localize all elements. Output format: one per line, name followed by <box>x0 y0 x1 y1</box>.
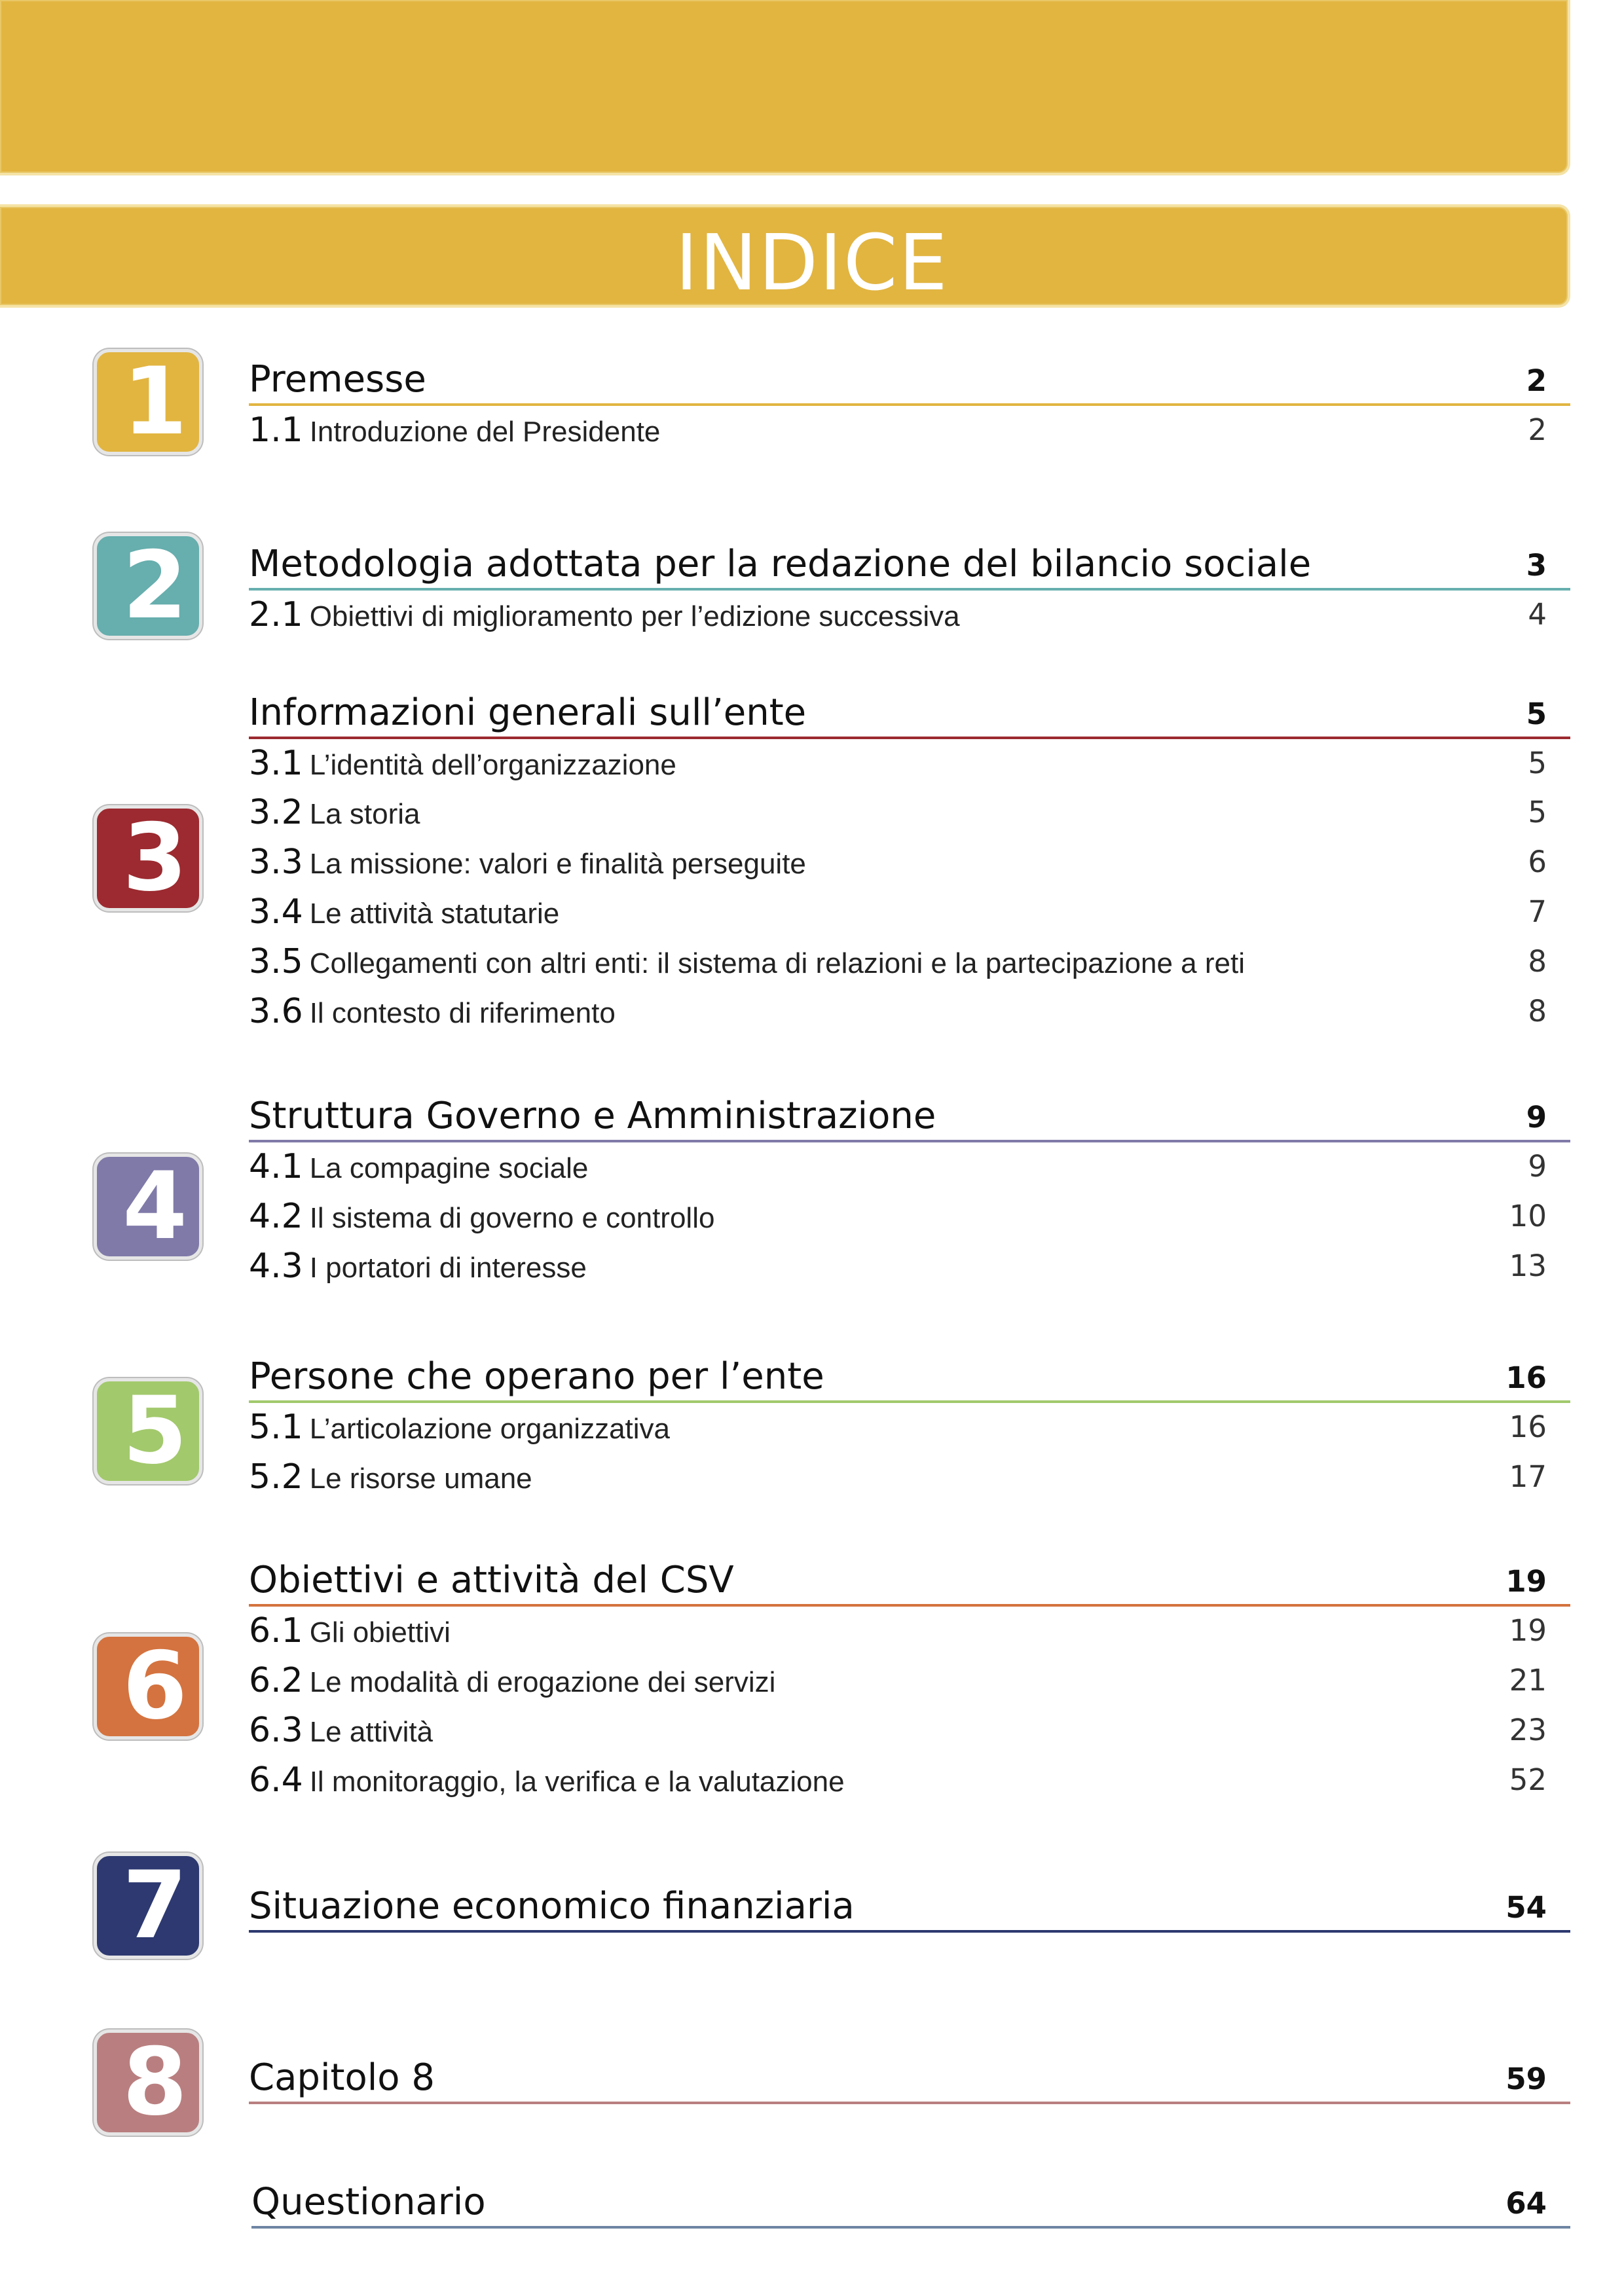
chapter-title: Persone che operano per l’ente <box>249 1355 824 1398</box>
entry-number: 2.1 <box>249 595 303 634</box>
chapter-1-heading[interactable] <box>249 359 1570 406</box>
entry-page: 2 <box>1528 412 1547 447</box>
entry-title: La compagine sociale <box>309 1152 589 1184</box>
page-title: INDICE <box>675 217 949 308</box>
entry-page: 7 <box>1528 894 1547 929</box>
questionnaire-underline <box>251 2226 1570 2229</box>
chapter-page: 9 <box>1526 1100 1547 1135</box>
chapter-page: 16 <box>1505 1360 1547 1395</box>
toc-entry-4-3[interactable] <box>249 1243 1570 1289</box>
top-decorative-band <box>0 0 1570 175</box>
entry-title: La storia <box>309 798 420 830</box>
chapter-page: 3 <box>1526 548 1547 583</box>
entry-number: 3.5 <box>249 942 303 981</box>
chapter-5-badge <box>94 1378 202 1484</box>
entry-title: Le attività <box>309 1716 434 1748</box>
chapter-title: Capitolo 8 <box>249 2056 435 2099</box>
chapter-5-badge-number: 5 <box>122 1377 187 1485</box>
entry-number: 6.1 <box>249 1611 303 1650</box>
questionnaire-title: Questionario <box>251 2181 486 2223</box>
entry-title: Il sistema di governo e controllo <box>309 1202 715 1234</box>
chapter-underline <box>249 1400 1570 1403</box>
entry-number: 6.2 <box>249 1661 303 1700</box>
toc-entry-6-1[interactable] <box>249 1608 1570 1654</box>
chapter-8-badge-number: 8 <box>122 2028 187 2136</box>
toc-entry-2-1[interactable] <box>249 592 1570 638</box>
chapter-underline <box>249 1930 1570 1933</box>
entry-title: La missione: valori e finalità perseguite <box>309 848 806 880</box>
chapter-page: 5 <box>1526 697 1547 731</box>
toc-entry-6-3[interactable] <box>249 1707 1570 1753</box>
chapter-4-badge <box>94 1154 202 1260</box>
entry-page: 5 <box>1528 746 1547 780</box>
entry-page: 52 <box>1509 1762 1547 1797</box>
entry-page: 19 <box>1509 1613 1547 1648</box>
entry-number: 5.2 <box>249 1457 303 1497</box>
chapter-page: 59 <box>1505 2062 1547 2096</box>
toc-entry-6-2[interactable] <box>249 1658 1570 1704</box>
chapter-page: 2 <box>1526 363 1547 398</box>
toc-entry-3-3[interactable] <box>249 839 1570 885</box>
entry-page: 8 <box>1528 944 1547 979</box>
entry-page: 10 <box>1509 1199 1547 1233</box>
entry-title: Collegamenti con altri enti: il sistema di relazioni e la partecipazione a reti <box>309 947 1245 979</box>
chapter-title: Obiettivi e attività del CSV <box>249 1559 734 1601</box>
entry-title: I portatori di interesse <box>309 1252 587 1284</box>
entry-number: 3.4 <box>249 892 303 932</box>
entry-number: 3.2 <box>249 793 303 832</box>
chapter-underline <box>249 1140 1570 1142</box>
toc-entry-3-4[interactable] <box>249 889 1570 935</box>
chapter-page: 54 <box>1505 1890 1547 1925</box>
toc-entry-4-2[interactable] <box>249 1194 1570 1239</box>
entry-number: 3.1 <box>249 744 303 783</box>
chapter-title: Metodologia adottata per la redazione del bilancio sociale <box>249 543 1312 585</box>
entry-page: 8 <box>1528 994 1547 1029</box>
entry-title: Introduzione del Presidente <box>309 416 661 448</box>
chapter-1-badge-number: 1 <box>122 348 187 456</box>
entry-number: 6.4 <box>249 1760 303 1800</box>
entry-title: L’identità dell’organizzazione <box>309 749 676 781</box>
chapter-underline <box>249 588 1570 591</box>
entry-page: 6 <box>1528 845 1547 879</box>
chapter-underline <box>249 737 1570 739</box>
chapter-4-badge-number: 4 <box>122 1152 187 1260</box>
entry-number: 1.1 <box>249 410 303 450</box>
chapter-7-heading[interactable] <box>249 1886 1570 1933</box>
entry-page: 13 <box>1509 1248 1547 1283</box>
entry-title: Le risorse umane <box>309 1463 532 1495</box>
entry-page: 16 <box>1509 1410 1547 1444</box>
entry-title: Obiettivi di miglioramento per l’edizione successiva <box>309 600 960 632</box>
toc-entry-5-1[interactable] <box>249 1404 1570 1450</box>
entry-number: 3.3 <box>249 843 303 882</box>
chapter-3-heading[interactable] <box>249 692 1570 739</box>
chapter-title: Premesse <box>249 358 426 401</box>
entry-page: 21 <box>1509 1663 1547 1698</box>
entry-number: 4.2 <box>249 1197 303 1236</box>
entry-title: Il contesto di riferimento <box>309 997 616 1029</box>
chapter-2-badge <box>94 533 202 639</box>
questionnaire-heading[interactable] <box>251 2181 1570 2229</box>
chapter-5-heading[interactable] <box>249 1356 1570 1403</box>
chapter-7-badge <box>94 1853 202 1959</box>
toc-entry-1-1[interactable] <box>249 407 1570 453</box>
questionnaire-page: 64 <box>1505 2186 1547 2221</box>
toc-entry-3-6[interactable] <box>249 989 1570 1034</box>
chapter-title: Struttura Governo e Amministrazione <box>249 1095 936 1137</box>
entry-page: 5 <box>1528 795 1547 829</box>
chapter-8-badge <box>94 2030 202 2136</box>
chapter-1-badge <box>94 349 202 455</box>
chapter-page: 19 <box>1505 1564 1547 1599</box>
entry-title: Gli obiettivi <box>309 1616 451 1649</box>
entry-title: Le attività statutarie <box>309 898 560 930</box>
entry-page: 17 <box>1509 1459 1547 1494</box>
chapter-7-badge-number: 7 <box>122 1851 187 1959</box>
entry-number: 5.1 <box>249 1408 303 1447</box>
entry-title: L’articolazione organizzativa <box>309 1413 671 1445</box>
toc-entry-6-4[interactable] <box>249 1757 1570 1803</box>
toc-entry-4-1[interactable] <box>249 1144 1570 1190</box>
entry-title: Le modalità di erogazione dei servizi <box>309 1666 776 1698</box>
chapter-6-heading[interactable] <box>249 1559 1570 1607</box>
toc-entry-3-1[interactable] <box>249 740 1570 786</box>
chapter-6-badge <box>94 1633 202 1740</box>
chapter-title: Situazione economico finanziaria <box>249 1885 855 1927</box>
chapter-4-heading[interactable] <box>249 1095 1570 1142</box>
entry-page: 23 <box>1509 1713 1547 1747</box>
toc-entry-3-2[interactable] <box>249 790 1570 835</box>
entry-number: 3.6 <box>249 992 303 1031</box>
toc-entry-5-2[interactable] <box>249 1454 1570 1500</box>
chapter-3-badge <box>94 805 202 911</box>
entry-title: Il monitoraggio, la verifica e la valutazione <box>309 1766 845 1798</box>
chapter-8-heading[interactable] <box>249 2057 1570 2104</box>
chapter-underline <box>249 403 1570 406</box>
chapter-underline <box>249 1604 1570 1607</box>
entry-page: 4 <box>1528 597 1547 632</box>
chapter-underline <box>249 2102 1570 2104</box>
toc-entry-3-5[interactable] <box>249 939 1570 985</box>
chapter-2-heading[interactable] <box>249 543 1570 591</box>
chapter-2-badge-number: 2 <box>122 532 187 640</box>
entry-number: 4.1 <box>249 1147 303 1186</box>
entry-page: 9 <box>1528 1149 1547 1184</box>
chapter-3-badge-number: 3 <box>122 804 187 912</box>
entry-number: 4.3 <box>249 1247 303 1286</box>
chapter-6-badge-number: 6 <box>122 1632 187 1740</box>
entry-number: 6.3 <box>249 1711 303 1750</box>
chapter-title: Informazioni generali sull’ente <box>249 691 807 734</box>
